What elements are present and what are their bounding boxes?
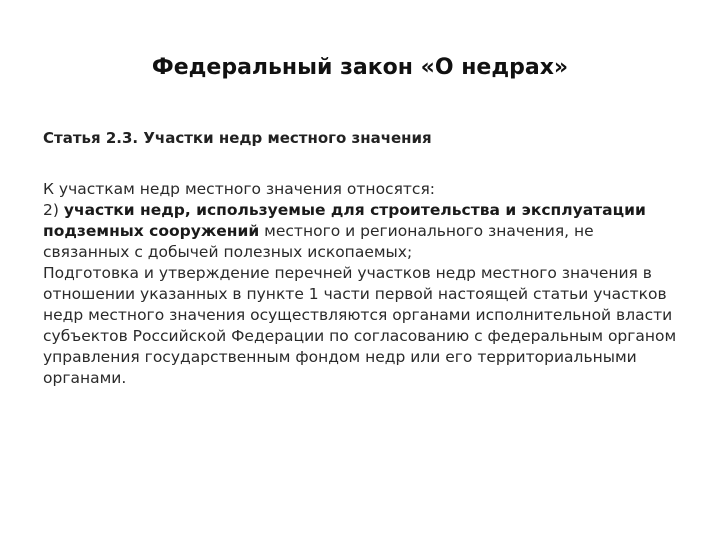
procedure-paragraph: Подготовка и утверждение перечней участков недр местного значения в отношении указанных в пункте 1 части первой настоящей статьи участков недр местного значения осуществляются органами исполнительной власти субъектов Российской Федерации по согласованию с федеральным органом управления государственным фондом недр или его территориальными органами.: [43, 264, 677, 387]
item-2: [43, 200, 683, 263]
document-title: Федеральный закон «О недрах»: [151, 55, 569, 80]
article-heading: Статья 2.3. Участки недр местного значения: [43, 129, 432, 147]
intro-text: К участкам недр местного значения относятся:: [43, 180, 435, 198]
item-2-bold-text: участки недр, используемые для строительства и эксплуатации подземных сооружений: [43, 201, 646, 240]
item-2-number: 2): [43, 201, 64, 219]
article-body: [43, 179, 683, 389]
item-2-rest-text: местного и регионального значения, не связанных с добычей полезных ископаемых;: [43, 222, 594, 261]
